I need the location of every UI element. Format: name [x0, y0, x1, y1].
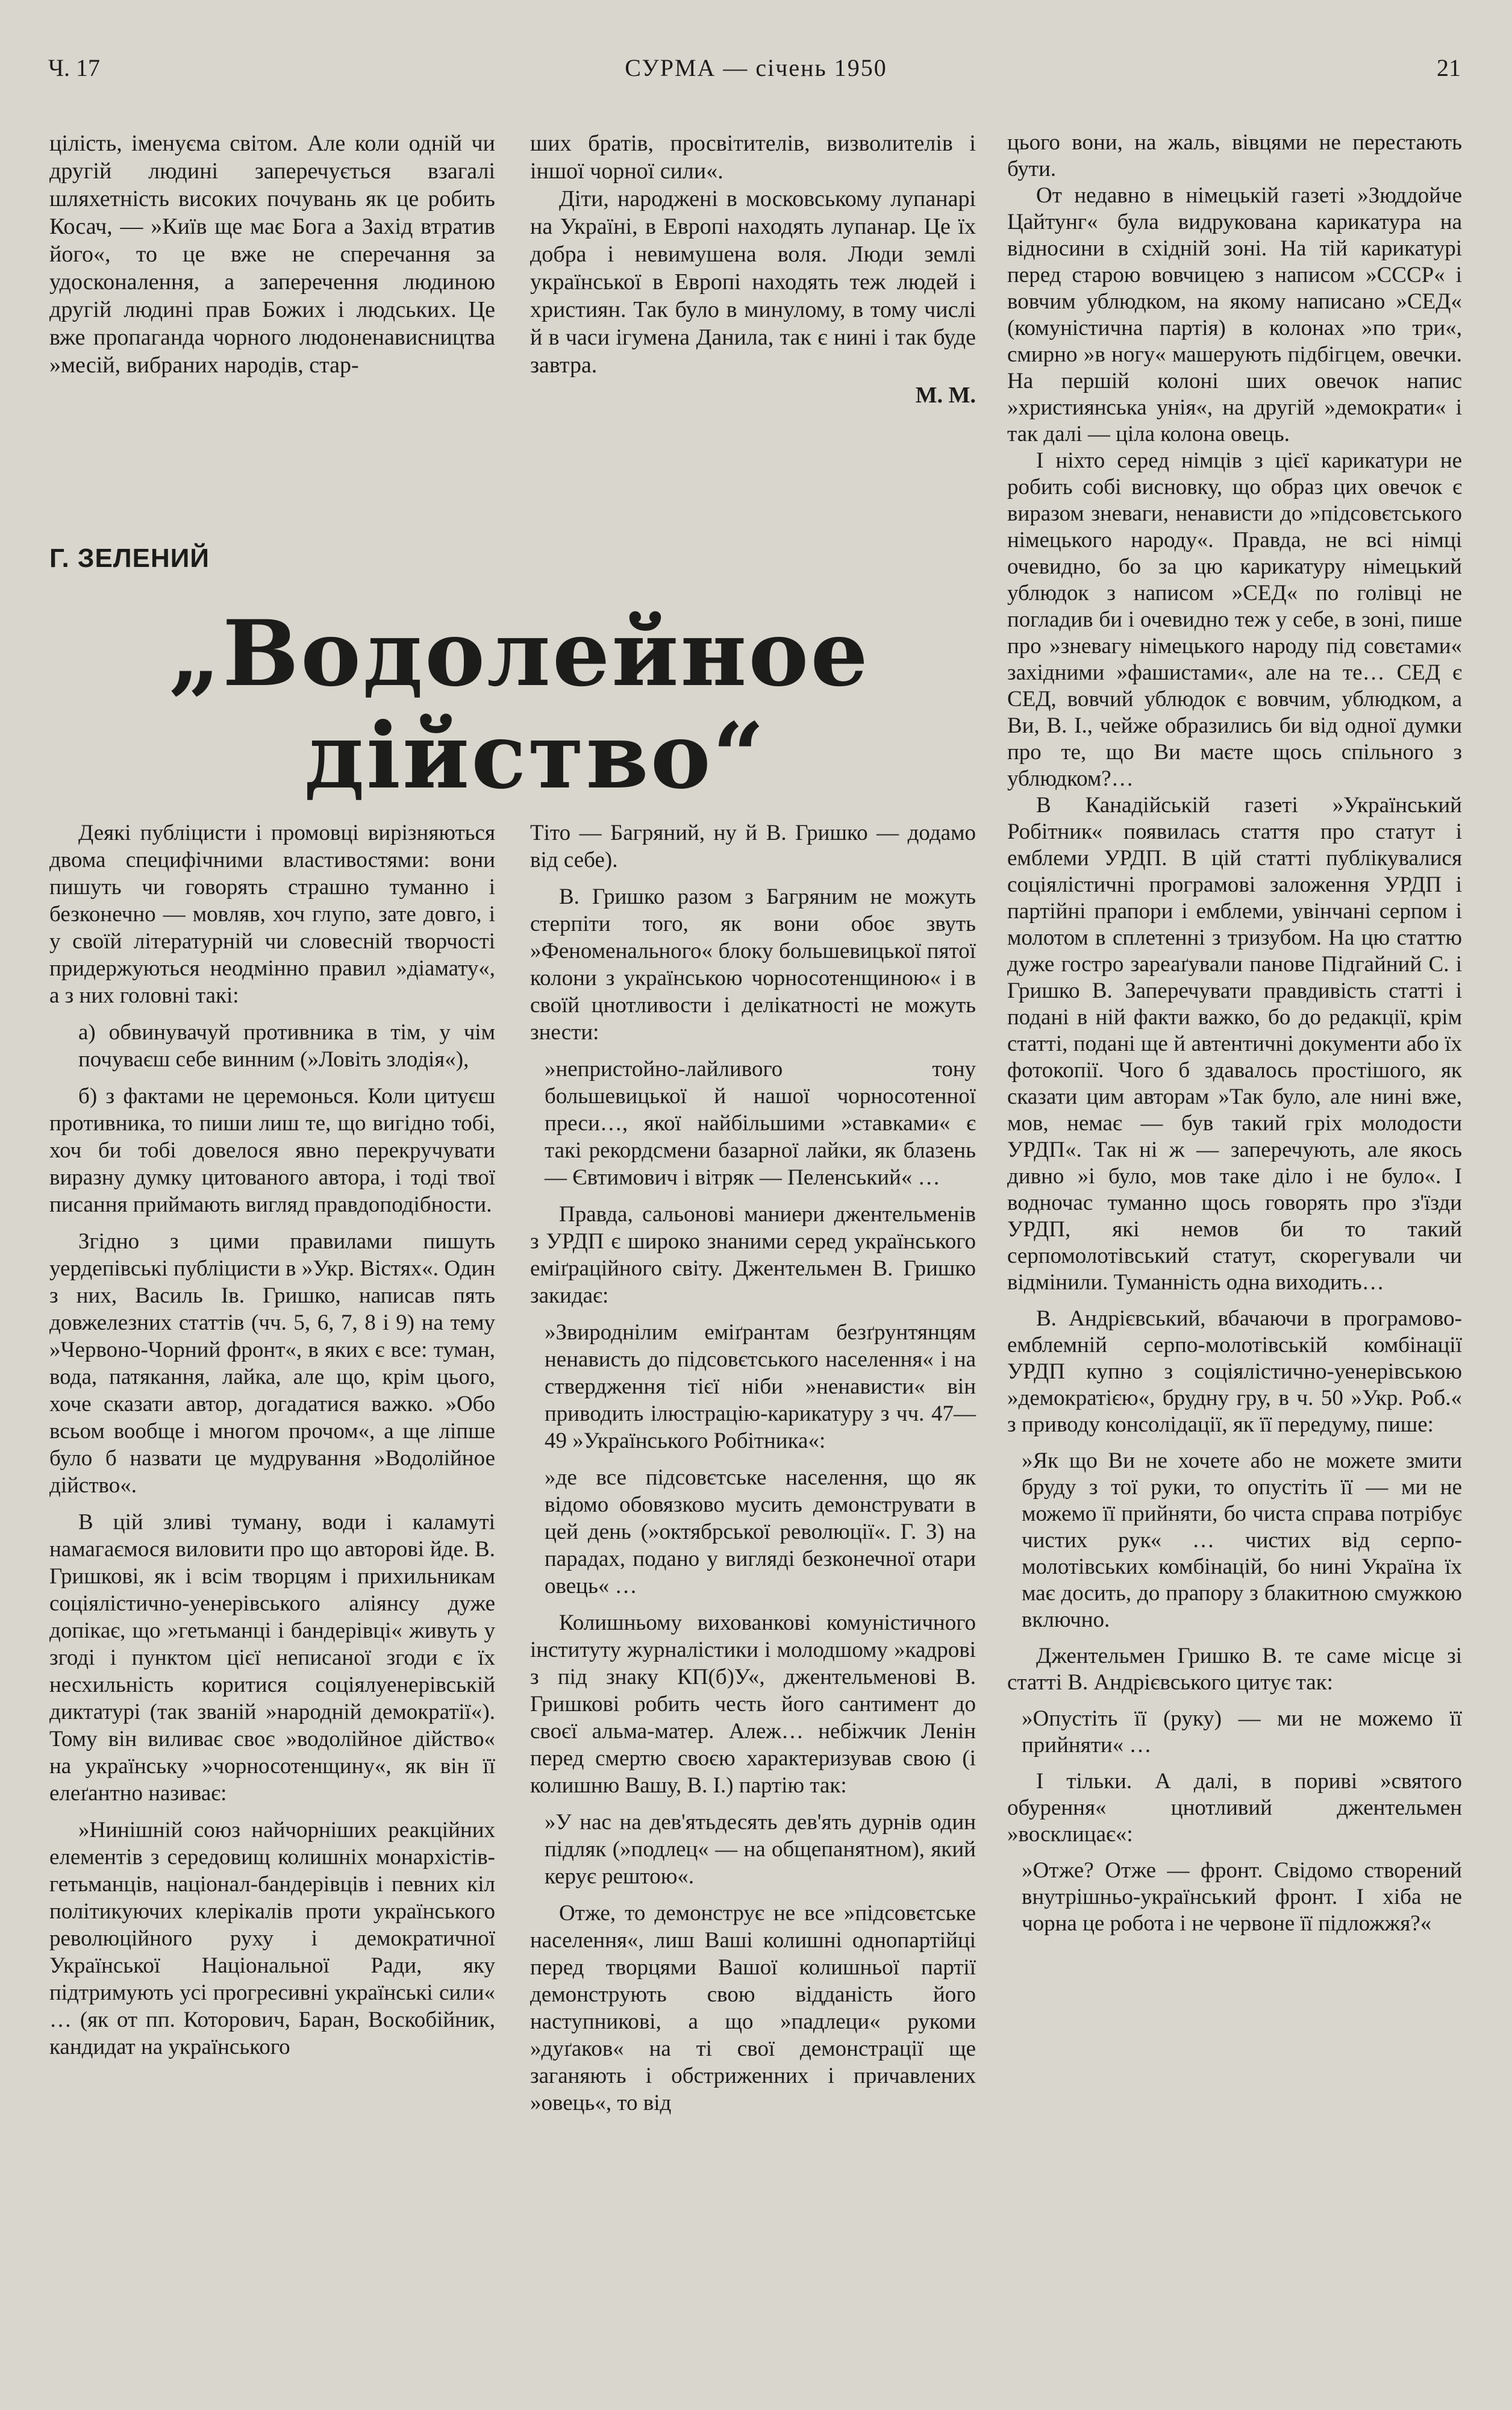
paragraph: Колишньому вихованкові комуністичного інституту журналістики і молодшому »кадрові з під знаку КП(б)У«, джентельменові В. Гришкові робить честь його сантимент до своєї альма-матер. Алеж… небіжчик Ленін перед смертю своєю характеризував свою (і колишню Вашу, В. І.) партію так:: [530, 1610, 976, 1798]
paragraph: Деякі публіцисти і промовці вирізняються двома специфічними властивостями: вони пишуть чи говорять страшно туманно і безконечно — мовляв, хоч глупо, зате довго, і у своїй літературній чи словесній творчості придержуються неодмінно правил »діамату«, а з них головні такі:: [49, 821, 495, 1008]
issue-number: Ч. 17: [48, 54, 100, 81]
paragraph: »Отже? Отже — фронт. Свідомо створений внутрішньо-український фронт. І хіба не чорна це робота і не червоне її підложжя?«: [1022, 1858, 1462, 1936]
article-col3: [1007, 130, 1462, 1937]
paragraph: »непристойно-лайливого тону большевицької й нашої чорносотенної преси…, якої найбільшими »ставками« є такі рекордсмени базарної лайки, як блазень — Євтимович і вітряк — Пеленський« …: [545, 1057, 976, 1190]
paragraph: В. Андрієвський, вбачаючи в програмово-емблемній серпо-молотівській комбінації УРДП купно з соціялістично-уенерівською »демократією«, бруднy гру, в ч. 50 »Укр. Роб.« з приводу консолідації, як її передуму, пише:: [1007, 1306, 1462, 1437]
masthead: СУРМА — січень 1950: [625, 54, 887, 81]
prev-article-col2: [530, 130, 976, 409]
paragraph: Згідно з цими правилами пишуть уердепівські публіцисти в »Укр. Вістях«. Один з них, Василь Ів. Гришко, написав пять довжелезних статтів (чч. 5, 6, 7, 8 і 9) на тему »Червоно-Чорний фронт«, в яких є все: туман, вода, патякання, лайка, але що, крім цього, хоче сказати автор, догадатися важко. »Обо всьом вообще і многом прочом«, а ще ліпше було б назвати це мудрування »Водолійное дійство«.: [49, 1229, 495, 1498]
paragraph: »У нас на дев'ятьдесять дев'ять дурнів один підляк (»подлец« — на общепанятном), який керує рештою«.: [545, 1810, 976, 1889]
paragraph: От недавно в німецькій газеті »Зюддойче Цайтунг« була видрукована карикатура на відносини в східній зоні. На тій карикатурі перед старою вовчицею з написом »СССР« і вовчим ублюдком, на якому написано »СЕД« (комуністична партія) в колонах »по три«, смирно »в ногу« машерують підбігцем, овечки. На першій колоні ших овечок напис »християнська унія«, на другій »демократи« і так далі — ціла колона овець.: [1007, 183, 1462, 446]
article-col2: [530, 819, 976, 2117]
title-line-2: дійство“: [304, 703, 767, 809]
paragraph: І ніхто серед німців з цієї карикатури не робить собі висновку, що образ цих овечок є виразом зневаги, ненависти до »підсовєтського німецького народу«. Правда, не всі німці очевидно, бо за цю карикатуру німецький ублюдок з написом »СЕД« по голівці не погладив би і очевидно теж у себе, в зоні, пише про »зневагу німецького народу під совєтами« західними »фашистами«, але на те… СЕД є СЕД, вовчий ублюдок є вовчим, ублюдком, а Ви, В. І., чейже образились би від одної думки про те, що Ви маєте щось спільного з ублюдком?…: [1007, 448, 1462, 791]
page-number: 21: [1437, 54, 1461, 81]
paragraph: Тіто — Багряний, ну й В. Гришко — додамо від себе).: [530, 821, 976, 872]
paragraph: Правда, сальонові маниери джентельменів з УРДП є широко знаними серед українського еміґраційного світу. Джентельмен В. Гришко закидає:: [530, 1202, 976, 1308]
paragraph: а) обвинувачуй противника в тім, у чім почуваєш себе винним (»Ловіть злодія«),: [78, 1020, 495, 1072]
paragraph: В цій зливі туману, води і каламуті намагаємося виловити про що авторові йде. В. Гришкові, як і всім творцям і прихильникам соціялістично-уенерівського аліянсу дуже допікає, що »гетьманці і бандерівці« живуть у згоді і пунктом цієї неписаної згоди є їх несхильність коритися соціялуенерівській диктатурі (так званій »народній демократії«). Тому він виливає своє »водолійное дійство« на українську »чорносотенщину«, як він її елеґантно називає:: [49, 1510, 495, 1806]
paragraph: ших братів, просвітителів, визволителів і іншої чорної сили«.: [530, 131, 976, 184]
author-byline: Г. ЗЕЛЕНИЙ: [49, 543, 210, 573]
paragraph: »Як що Ви не хочете або не можете змити бруду з тої руки, то опустіть її — ми не можемо її прийняти, бо чиста справа потрібує чистих рук« … чистих від серпо-молотівських комбінацій, бо нині Україна їх має досить, до прапору з блакитною смужкою включно.: [1022, 1448, 1462, 1632]
paragraph: »Звироднілим еміґрантам безґрунтянцям ненависть до підсовєтського населення« і на ствердження тієї ніби »ненависти« він приводить ілюстрацію-карикатуру з чч. 47—49 »Українського Робітника«:: [545, 1320, 976, 1453]
article-col1: [49, 819, 495, 2061]
paragraph: Джентельмен Гришко В. те саме місце зі статті В. Андрієвського цитує так:: [1007, 1644, 1462, 1695]
article-title: [157, 602, 910, 807]
paragraph: »Нинішній союз найчорніших реакційних елементів з середовищ колишніх монархістів-гетьманців, націонал-бандерівців і певних кіл політикуючих клерікалів проти українського революційного руху і демократичної Української Національної Ради, яку підтримують усі прогресивні українські сили« … (як от пп. Которович, Баран, Воскобійник, кандидат на українського: [49, 1818, 495, 2059]
signature: М. М.: [915, 383, 976, 408]
paragraph: В. Гришко разом з Багряним не можуть стерпіти того, як вони обоє звуть »Феноменального« блоку большевицької пятої колони з українською чорносотенщиною« і в своїй цнотливости і делікатності не можуть знести:: [530, 884, 976, 1045]
paragraph: І тільки. А далі, в пориві »святого обурення« цнотливий джентельмен »восклицає«:: [1007, 1769, 1462, 1847]
paragraph: Діти, народжені в московському лупанарі на Україні, в Европі находять лупанар. Це їх добра і невимушена воля. Люди землі української в Европі находять теж людей і християн. Так було в минулому, в тому числі й в часи ігумена Данила, так є нині і так буде завтра.: [530, 186, 976, 378]
paragraph: В Канадійській газеті »Український Робітник« появилась стаття про статут і емблеми УРДП. В цій статті публікувалися соціялістичні програмові заложення УРДП і партійні прапори і емблеми, увінчані серпом і молотом в сплетенні з тризубом. На цю статтю дуже гостро зареаґували панове Підгайний С. і Гришко В. Заперечувати правдивість статті і подані в ній факти важко, бо до редакції, крім статті, подані ще й автентичні документи або їх фотокопії. Чого б здавалось простішого, як сказати цим авторам »Так було, але нині вже, мов, немає — був такий гріх молодости УРДП«. Так ні ж — заперечують, але якось дивно »і було, мов таке діло і не було«. І водночас туманно щось говорять про з'їзди УРДП, які немов би то такий серпомолотівський статут, скорегували чи відмінили. Туманність одна виходить…: [1007, 793, 1462, 1295]
paragraph: цілість, іменуєма світом. Але коли одній чи другій людині заперечується взагалі шляхетність високих почувань як це робить Косач, — »Київ ще має Бога а Захід втратив його«, то це вже не сперечання за удосконалення, а заперечення людиною другій людині прав Божих і людських. Це вже пропаганда чорного людоненависництва »месій, вибраних народів, стар-: [49, 131, 495, 378]
paragraph: б) з фактами не церемонься. Коли цитуєш противника, то пиши лиш те, що вигідно тобі, хоч би тобі довелося явно перекручувати виразну думку цитованого автора, і тоді твої писання приймають вигляд правдоподібности.: [49, 1084, 495, 1217]
paragraph: цього вони, на жаль, вівцями не перестають бути.: [1007, 130, 1462, 181]
paragraph: »де все підсовєтське населення, що як відомо обовязково мусить демонструвати в цей день (»октябрської революції«. Г. З) на парадах, подано у вигляді безконечної отари овець« …: [545, 1465, 976, 1598]
prev-article-col1: [49, 130, 495, 379]
paragraph: »Опустіть її (руку) — ми не можемо її прийняти« …: [1022, 1706, 1462, 1757]
title-line-1: „Водолейное: [169, 601, 870, 707]
paragraph: Отже, то демонструє не все »підсовєтське населення«, лиш Ваші колишні однопартійці перед творцями Вашої колишньої партії демонструють свою відданість його наступникові, а що »падлеци« рукоми »дуґаков« на ті свої демонстрації ще заганяють і обстриженних і причавлених »овець«, то від: [530, 1901, 976, 2115]
